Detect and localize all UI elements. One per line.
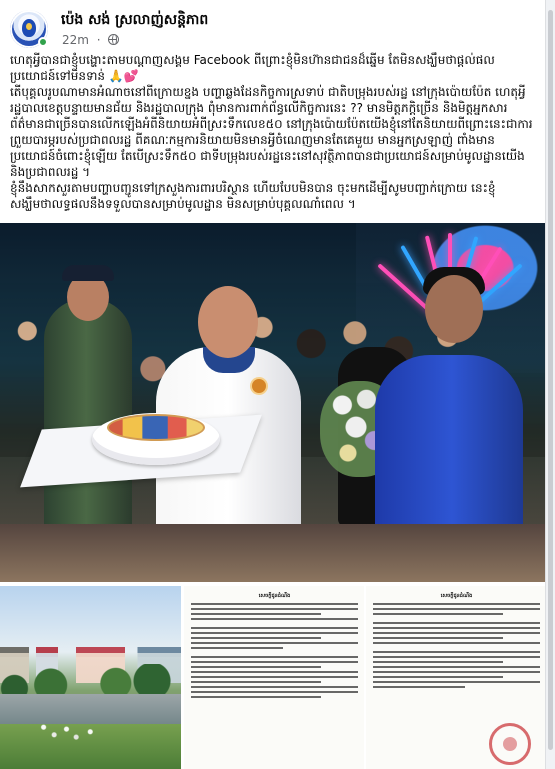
post-paragraph-3: ខ្ញុំនឹងសាកសួរតាមបញ្ហាបញ្ជូនទៅក្រសួងការពារបរិស្ថាន ហើយបែបមិនបាន ចុះមកដើម្បីសូមបញ្ជាក់ក្រោយ នេះខ្ញុំសង្ឃឹមថាលទ្ធផលនឹងទទួលបានសម្រាប់មូលដ្ឋាន មិនសម្រាប់បុគ្គលណាំពេល ។ [10,181,496,211]
post-paragraph-2: តើបុគ្គលរូបណាមានអំណាចនៅពីក្រោយខ្នង បញ្ហាឆ្លងដែនកិច្ចការស្រទាប់ ជាតិបម្រុងរបស់រដ្ឋ នៅក្រុងប៉ោយប៉ែត ហេតុអ្វីរដ្ឋបាលខេត្តបន្ទាយមានជ័យ និងរដ្ឋបាលក្រុង ពុំមានការពាក់ព័ន្ធលើកិច្ចការនេះ ?? មានមិត្តភក្តិច្រើន និងមិត្តអ្នកសារព័ត៌មានជាច្រើនបានលើកឡើងអំពីនិយាយអំពីស្រះទឹកលេខ៥០ នៅក្រុងប៉ោយប៉ែតយើងខ្ញុំនៅតែនិយាយពីព្រោះនេះជាការព្រួយបារម្ភរបស់ប្រជាពលរដ្ឋ ពីគណៈកម្មការនិយាយមិនមានអ្វីចំណេញមានតែគេមួយ មានអ្នកស្រឡាញ់ ពាំងមានប្រយោជន៍ចំពោះខ្ញុំឡើយ តែបើស្រះទឹក៥០ ជាទីបម្រុងរបស់រដ្ឋនេះនៅសុវត្ថិភាពបានជាប្រយោជន៍សម្រាប់មូលដ្ឋានយើង និងប្រជាពលរដ្ឋ ។ [10,85,533,179]
document-text-line [373,666,540,668]
post-time-link[interactable]: 22m [62,33,89,47]
document-text-line [373,676,503,678]
document-text-line [373,637,503,639]
document-text-line [191,656,358,658]
document-text-line [191,642,358,644]
post-header [10,10,530,54]
document-text-line [373,686,465,688]
document-text-line [191,676,358,678]
document-text-line [373,613,503,615]
document-text-line [191,666,321,668]
pond-photo[interactable] [0,586,181,769]
document-image-left[interactable] [183,586,364,769]
document-text-line [373,622,540,624]
trash-on-bank [26,712,114,750]
document-text-line [373,632,540,634]
document-text-line [373,642,540,644]
vertical-scrollbar[interactable] [546,0,555,769]
document-text-line [373,627,540,629]
post-message [10,52,537,212]
page-name-link[interactable]: ប៉េង សង់ ស្រលាញ់សន្តិភាព [61,12,209,28]
document-text-line [191,608,358,610]
main-event-photo[interactable] [0,223,546,582]
police-cap [62,265,114,281]
globe-icon [108,34,119,45]
document-text-line [373,681,540,683]
document-text-line [191,671,358,673]
document-text-line [191,686,358,688]
meta-separator: · [96,33,101,47]
document-text-line [191,627,358,629]
document-text-line [191,696,321,698]
document-left-title: សេចក្តីជូនដំណឹង [258,593,291,599]
document-text-line [191,632,358,634]
red-seal-icon [489,723,531,765]
document-text-line [191,691,358,693]
cake-decoration [107,414,205,441]
page-avatar-emblem-icon [22,19,36,37]
document-text-line [191,637,321,639]
document-text-line [191,603,358,605]
document-text-line [191,681,321,683]
shirt-logo-icon [250,377,268,395]
document-text-line [373,603,540,605]
document-text-line [191,618,358,620]
document-image-right[interactable] [366,586,546,769]
document-text-line [373,661,503,663]
page-avatar[interactable] [10,10,48,48]
scrollbar-thumb[interactable] [548,10,553,750]
document-text-line [373,671,540,673]
post-paragraph-1: ហេតុអ្វីបានជាខ្ញុំបង្ហោះតាមបណ្តាញសង្គម Facebook ពីព្រោះខ្ញុំមិនហ៊ានជាជនដ៏ឆ្នើម តែមិនសង្ឃឹមថាផ្ដល់ផលប្រយោជន៍ទៅមិនទាន់ 🙏💕 [10,53,495,83]
document-text-line [191,647,283,649]
online-status-dot [38,37,48,47]
ground [0,524,546,582]
document-text-line [373,651,540,653]
man-blue-shirt-figure [375,355,523,545]
post-meta [62,32,119,48]
man-blue-shirt-head [425,275,483,343]
document-text-line [373,656,540,658]
man-white-shirt-head [198,286,258,358]
document-text-line [191,661,358,663]
document-right-title: សេចក្តីជូនដំណឹង [440,593,473,599]
document-text-line [373,608,540,610]
document-text-line [191,613,321,615]
